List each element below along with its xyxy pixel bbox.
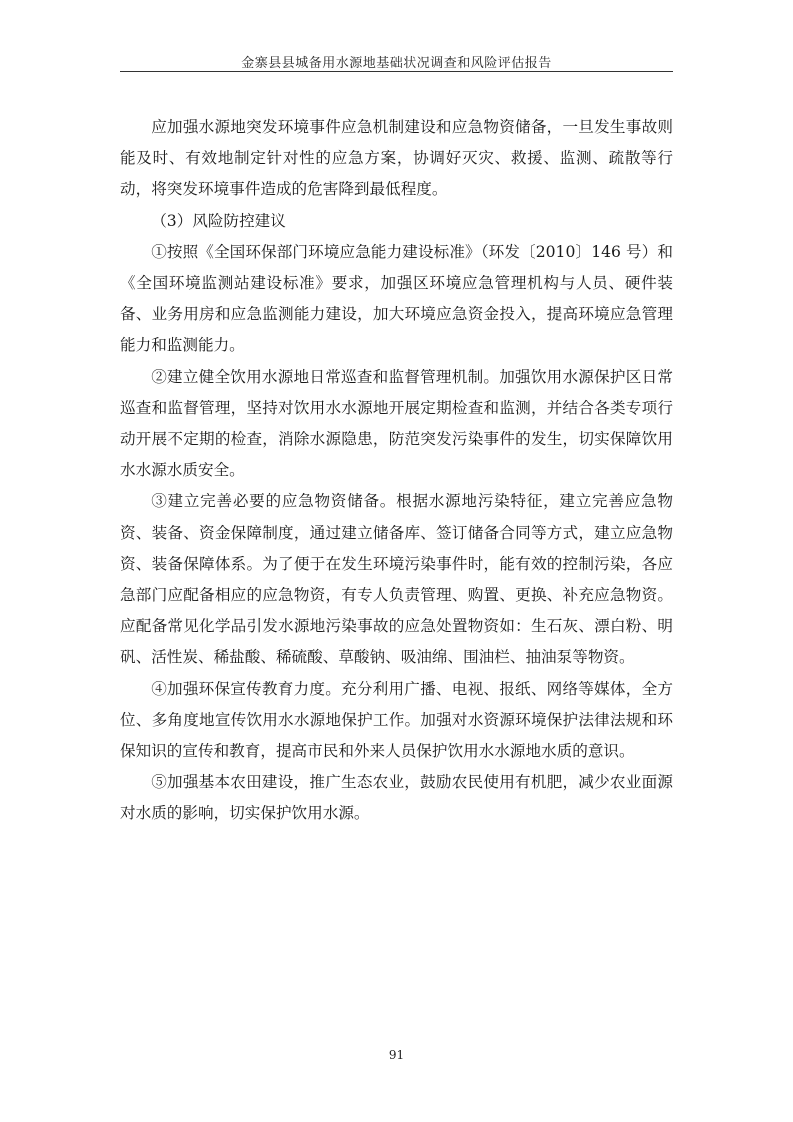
page-number: 91 <box>388 1048 405 1062</box>
list-item-emergency-supplies: ③建立完善必要的应急物资储备。根据水源地污染特征，建立完善应急物资、装备、资金保障制度，通过建立储备库、签订储备合同等方式，建立应急物资、装备保障体系。为了便于在发生环境污染事件时，能有效的控制污染，各应急部门应配备相应的应急物资，有专人负责管理、购置、更换、补充应急物资。应配备常见化学品引发水源地污染事故的应急处置物资如：生石灰、漂白粉、明矾、活性炭、稀盐酸、稀硫酸、草酸钠、吸油绵、围油栏、抽油泵等物资。 <box>120 492 673 667</box>
list-item-publicity-education: ④加强环保宣传教育力度。充分利用广播、电视、报纸、网络等媒体，全方位、多角度地宣传饮用水水源地保护工作。加强对水资源环境保护法律法规和环保知识的宣传和教育，提高市民和外来人员保护饮用水水源地水质的意识。 <box>120 679 673 761</box>
section-heading-risk-control: （3）风险防控建议 <box>151 211 286 230</box>
list-item-inspection-mechanism: ②建立健全饮用水源地日常巡查和监督管理机制。加强饮用水源保护区日常巡查和监督管理，坚持对饮用水水源地开展定期检查和监测，并结合各类专项行动开展不定期的检查，消除水源隐患，防范突发污染事件的发生，切实保障饮用水水源水质安全。 <box>120 367 673 480</box>
running-header: 金寨县县城备用水源地基础状况调查和风险评估报告 <box>241 56 552 71</box>
list-item-farmland-construction: ⑤加强基本农田建设，推广生态农业，鼓励农民使用有机肥，减少农业面源对水质的影响，切实保护饮用水源。 <box>120 773 673 823</box>
document-body <box>120 112 673 830</box>
list-item-emergency-capacity: ①按照《全国环保部门环境应急能力建设标准》（环发〔2010〕146 号）和《全国环境监测站建设标准》要求，加强区环境应急管理机构与人员、硬件装备、业务用房和应急监测能力建设，加大环境应急资金投入，提高环境应急管理能力和监测能力。 <box>120 242 673 355</box>
paragraph-emergency-mechanism: 应加强水源地突发环境事件应急机制建设和应急物资储备，一旦发生事故则能及时、有效地制定针对性的应急方案，协调好灭灾、救援、监测、疏散等行动，将突发环境事件造成的危害降到最低程度。 <box>120 118 673 199</box>
header-divider <box>120 71 673 72</box>
